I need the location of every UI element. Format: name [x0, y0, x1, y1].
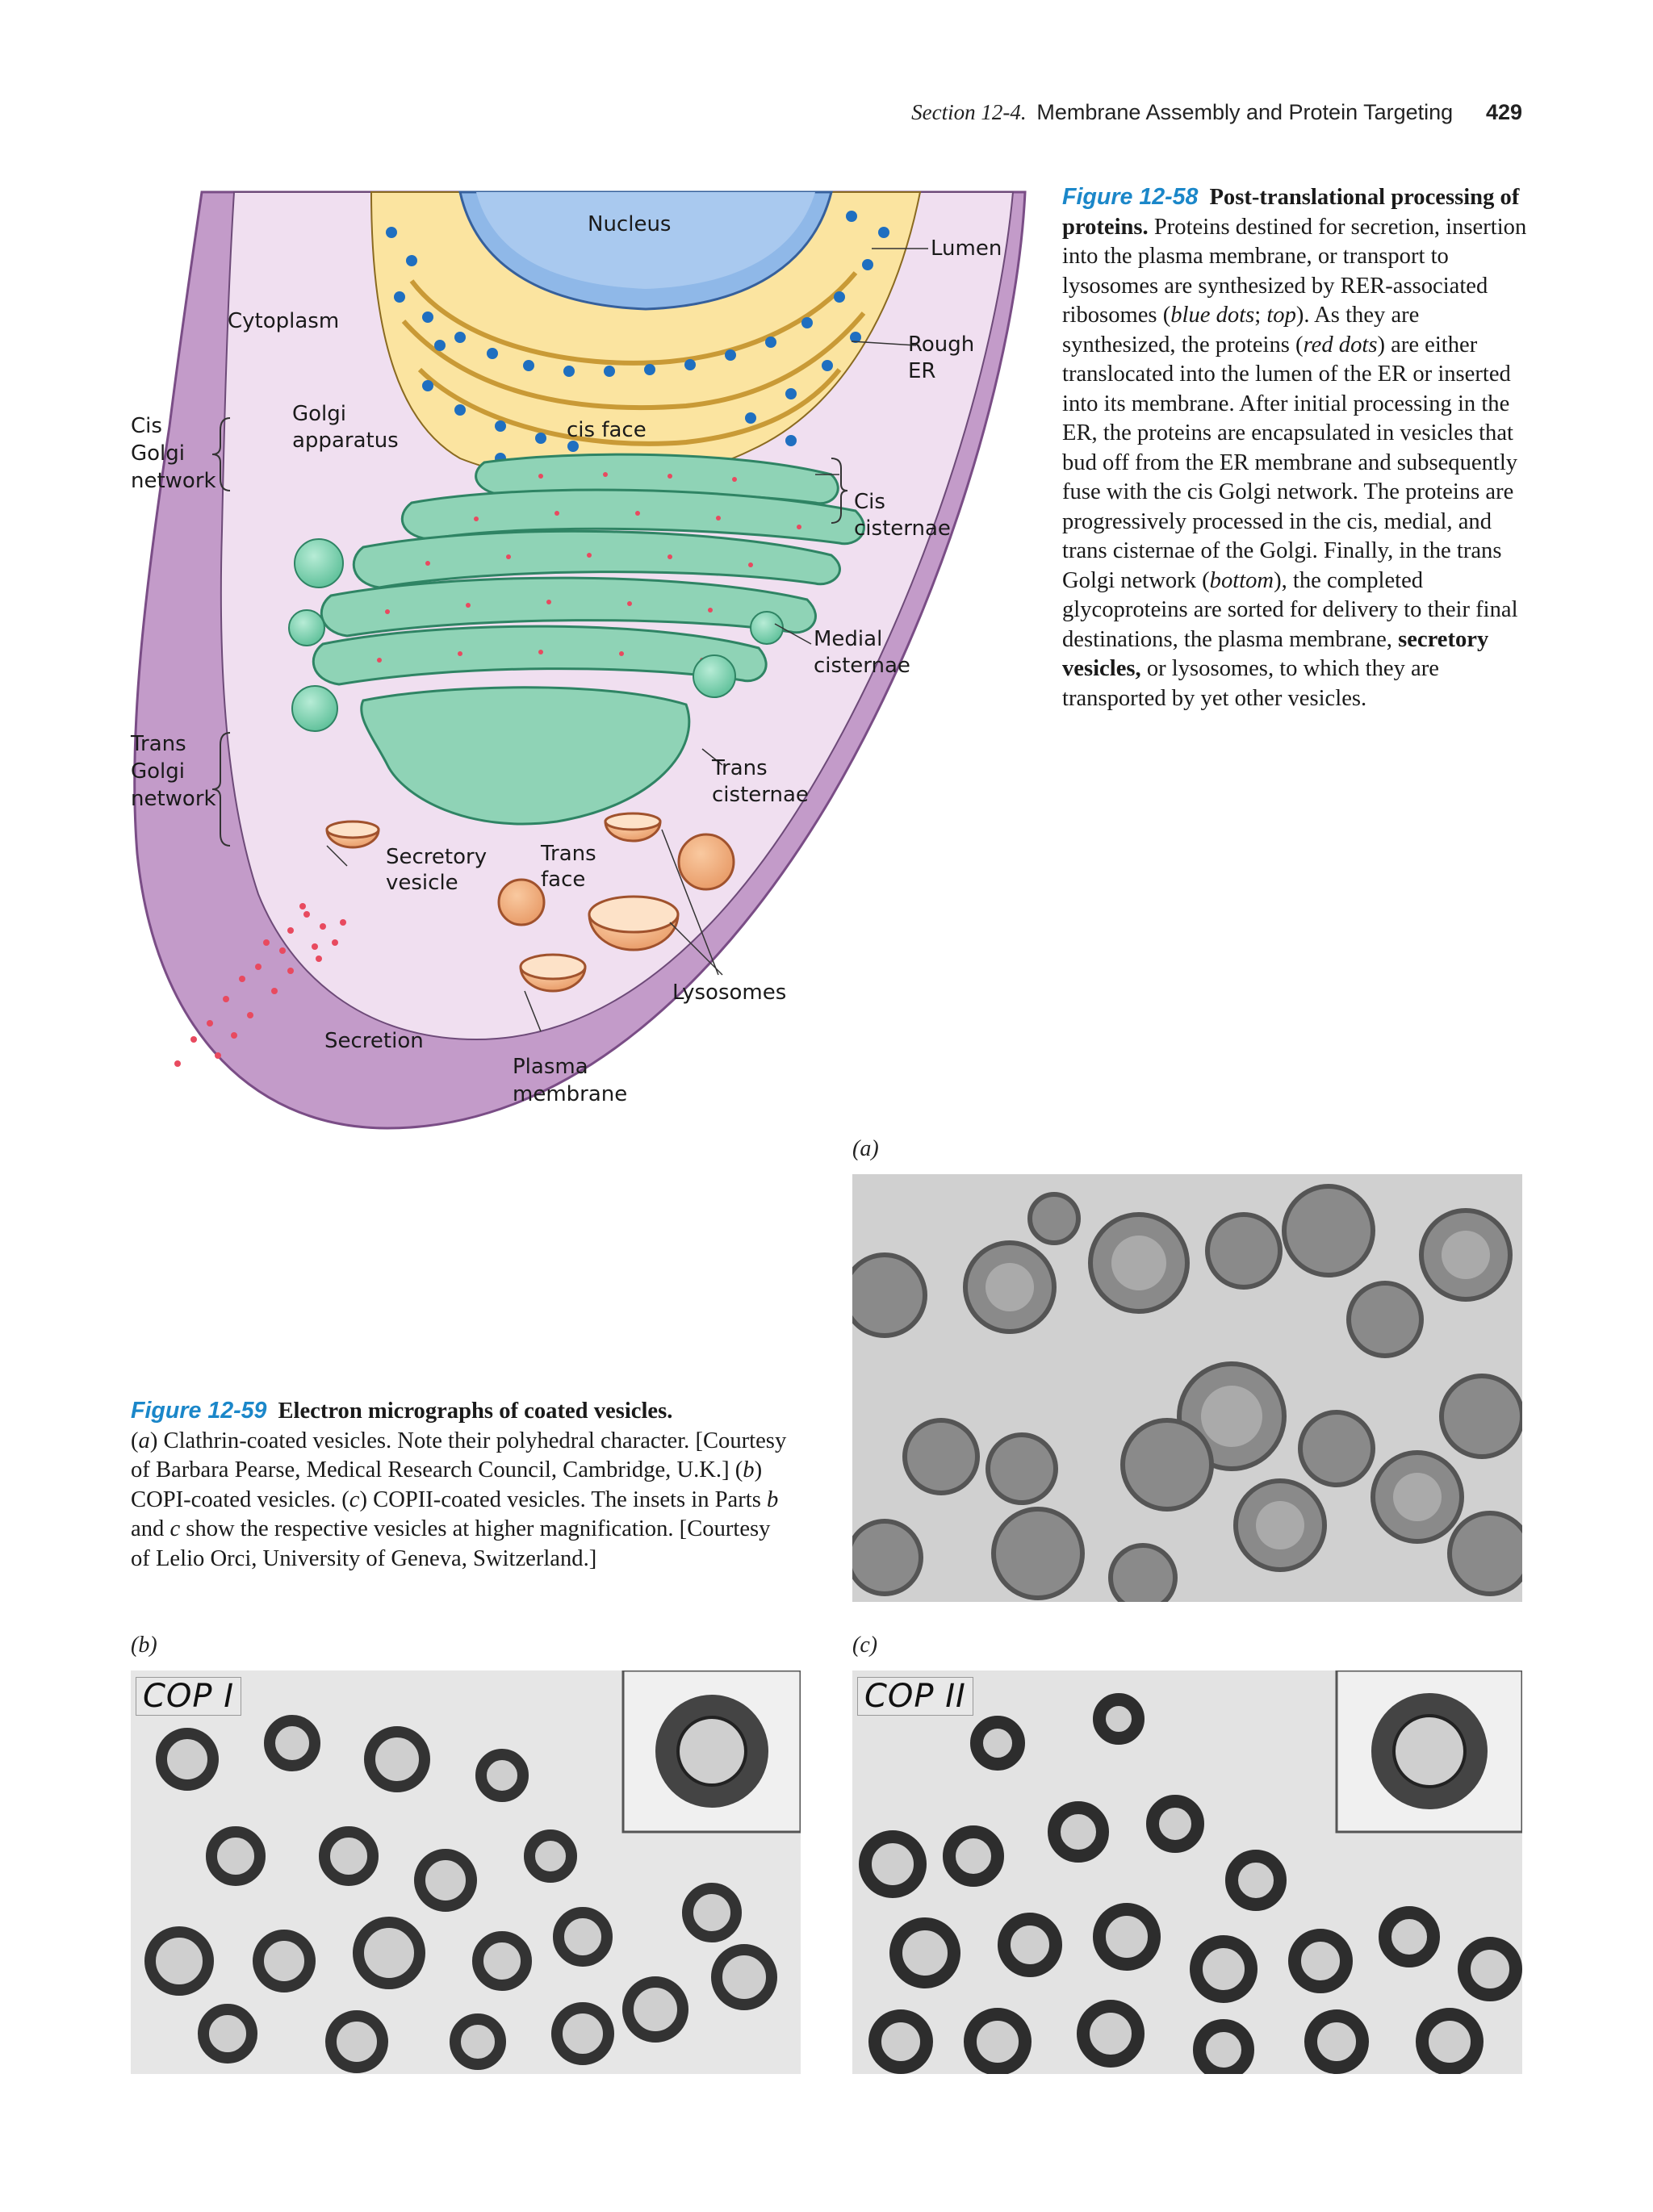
- caption-text: and: [131, 1516, 170, 1541]
- label-trans-cisternae-1: Trans: [712, 756, 768, 780]
- panel-b-label: (b): [131, 1633, 157, 1658]
- micrograph-copii: [852, 1670, 1522, 2074]
- figure-59-title: Electron micrographs of coated vesicles.: [278, 1399, 673, 1424]
- label-medial-2: cisternae: [814, 654, 910, 678]
- label-trans-face-1: Trans: [541, 842, 596, 866]
- label-secretion: Secretion: [324, 1029, 424, 1053]
- running-header: [911, 100, 1522, 125]
- label-cis-golgi-3: network: [131, 469, 216, 493]
- micrograph-clathrin: [852, 1174, 1522, 1602]
- figure-59-caption: [131, 1396, 793, 1574]
- label-trans-face-2: face: [541, 868, 586, 892]
- caption-em: b: [767, 1487, 779, 1512]
- section-label: Section 12-4.: [911, 100, 1027, 124]
- label-rough-er-1: Rough: [908, 332, 975, 357]
- label-lysosomes: Lysosomes: [672, 981, 787, 1005]
- caption-em: red dots: [1303, 332, 1378, 358]
- figure-59-number: Figure 12-59: [131, 1398, 267, 1424]
- cop-ii-label: COP II: [857, 1677, 973, 1716]
- label-secretory-2: vesicle: [386, 871, 458, 895]
- panel-c-label: (c): [852, 1633, 878, 1658]
- figure-58-number: Figure 12-58: [1062, 184, 1199, 210]
- caption-em: bottom: [1209, 567, 1274, 593]
- caption-text: or lysosomes, to which they are transported by yet other vesicles.: [1062, 656, 1439, 711]
- label-cis-golgi-2: Golgi: [131, 441, 186, 466]
- label-trans-cisternae-2: cisternae: [712, 783, 809, 807]
- caption-em: a: [138, 1428, 150, 1453]
- caption-text: ). As they are synthesized, the proteins (: [1062, 303, 1420, 358]
- label-golgi-1: Golgi: [292, 402, 347, 426]
- caption-em: blue dots: [1170, 303, 1255, 328]
- caption-text: ) COPII-coated vesicles. The insets in Parts: [359, 1487, 767, 1512]
- cop-i-label: COP I: [136, 1677, 241, 1716]
- caption-text: Proteins destined for secretion, insertion into the plasma membrane, or transport to lysosomes are synthesized by RER-associated ribosomes (: [1062, 214, 1527, 328]
- label-trans-golgi-3: network: [131, 787, 216, 811]
- figure-58-title: Post-translational processing of proteins.: [1062, 185, 1520, 240]
- page-number: 429: [1485, 100, 1522, 124]
- label-cis-face: cis face: [567, 418, 647, 442]
- caption-em: b: [743, 1457, 755, 1482]
- panel-a-label: (a): [852, 1136, 879, 1161]
- label-secretory-1: Secretory: [386, 845, 488, 869]
- caption-text: (: [131, 1428, 139, 1453]
- caption-text: show the respective vesicles at higher magnification. [Courtesy of Lelio Orci, University of Geneva, Switzerland.]: [131, 1516, 771, 1571]
- section-title: Membrane Assembly and Protein Targeting: [1036, 100, 1454, 124]
- label-plasma-1: Plasma: [513, 1055, 588, 1079]
- caption-text: ;: [1254, 303, 1267, 328]
- figure-58-caption: [1062, 182, 1530, 713]
- caption-em: c: [349, 1487, 360, 1512]
- label-cytoplasm: Cytoplasm: [228, 309, 340, 333]
- label-trans-golgi-2: Golgi: [131, 759, 186, 784]
- label-cis-cisternae-1: Cis: [854, 490, 885, 514]
- label-lumen: Lumen: [931, 236, 1002, 261]
- label-trans-golgi-1: Trans: [131, 732, 186, 756]
- caption-text: ) Clathrin-coated vesicles. Note their polyhedral character. [Courtesy of Barbara Pearse, Medical Research Council, Cambridge, U.K.] (: [131, 1428, 787, 1482]
- label-cis-cisternae-2: cisternae: [854, 516, 951, 541]
- caption-bold: secretory vesicles,: [1062, 626, 1489, 681]
- golgi-diagram: [121, 184, 1041, 1144]
- label-rough-er-2: ER: [908, 359, 936, 383]
- label-medial-1: Medial: [814, 627, 883, 651]
- label-cis-golgi-1: Cis: [131, 414, 162, 438]
- label-nucleus: Nucleus: [588, 212, 672, 236]
- micrograph-copi: [131, 1670, 801, 2074]
- label-plasma-2: membrane: [513, 1082, 628, 1106]
- caption-text: ) are either translocated into the lumen of the ER or inserted into its membrane. After initial processing in the ER, the proteins are encapsulated in vesicles that bud off from the ER membrane and subsequently fuse with the cis Golgi network. The proteins are progressively processed in the cis, medial, and trans cisternae of the Golgi. Finally, in the trans Golgi network (: [1062, 332, 1518, 593]
- label-golgi-2: apparatus: [292, 429, 399, 453]
- caption-text: ), the completed glycoproteins are sorted for delivery to their final destinations, the plasma membrane,: [1062, 567, 1518, 652]
- caption-text: ) COPI-coated vesicles. (: [131, 1457, 763, 1512]
- caption-em: top: [1266, 303, 1296, 328]
- caption-em: c: [169, 1516, 181, 1541]
